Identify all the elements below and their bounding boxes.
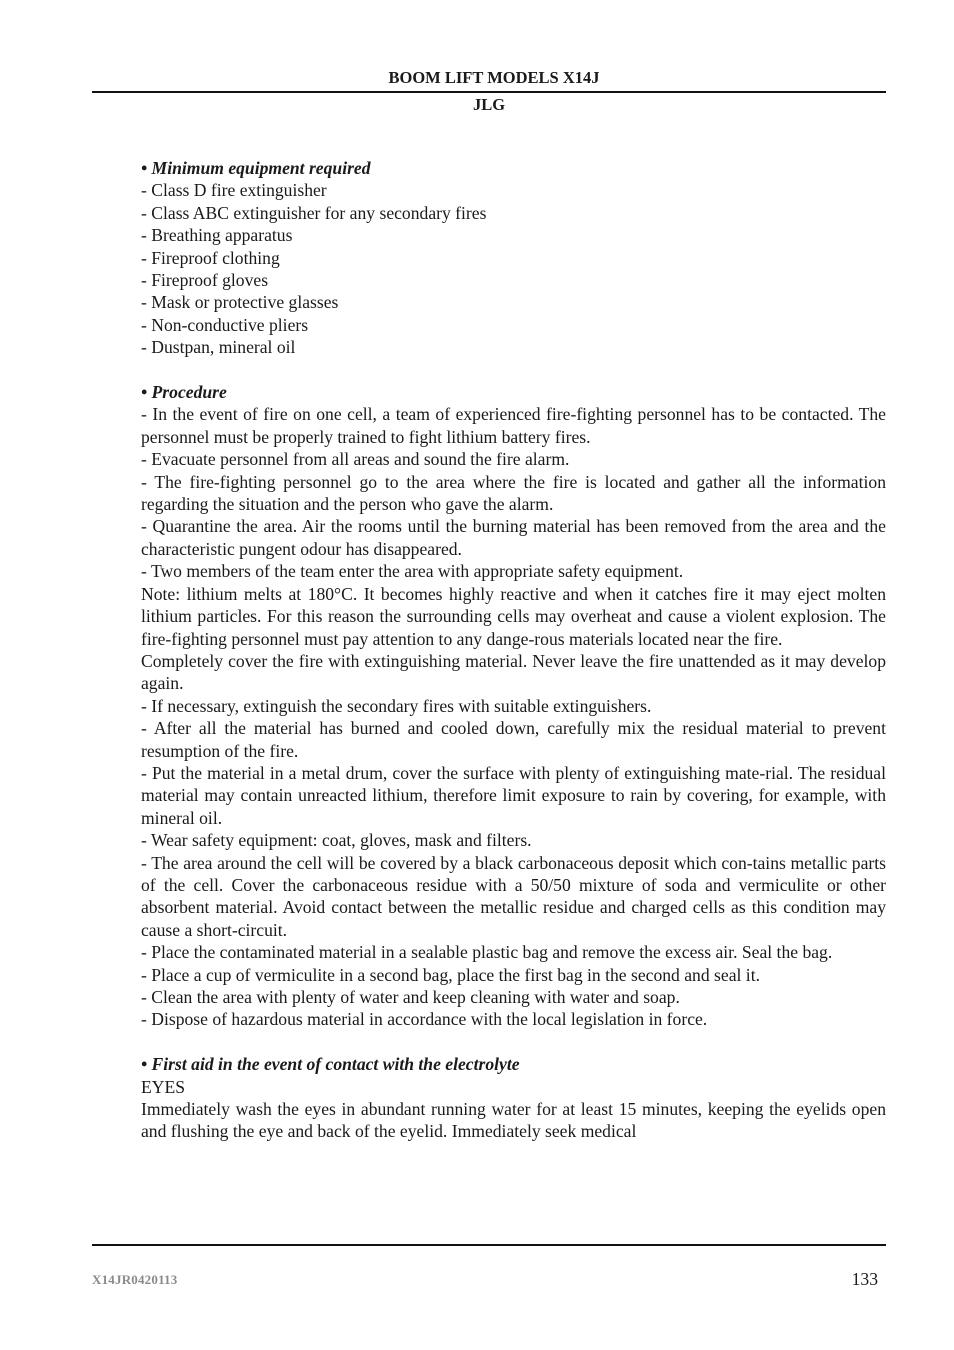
first-aid-paragraph: Immediately wash the eyes in abundant running water for at least 15 minutes, keeping the eyelids open and flushing the eye and back of the eyelid. Immediately seek medical bbox=[141, 1099, 886, 1142]
procedure-paragraph: - Put the material in a metal drum, cover the surface with plenty of extinguishing mate-rial. The residual material may contain unreacted lithium, therefore limit exposure to rain by covering, for example, with mineral oil. bbox=[141, 762, 886, 828]
procedure-note: Note: lithium melts at 180°C. It becomes highly reactive and when it catches fire it may eject molten lithium particles. For this reason the surrounding cells may overheat and cause a violent explosion. The fire-fighting personnel must pay attention to any dange-rous materials located near the fire. bbox=[141, 583, 886, 649]
procedure-paragraph: - If necessary, extinguish the secondary fires with suitable extinguishers. bbox=[141, 695, 652, 716]
equipment-item: - Dustpan, mineral oil bbox=[141, 337, 296, 358]
equipment-section-title: • Minimum equipment required bbox=[141, 158, 371, 178]
footer-doc-code: X14JR0420113 bbox=[92, 1272, 178, 1287]
procedure-paragraph: - Two members of the team enter the area with appropriate safety equipment. bbox=[141, 561, 684, 582]
procedure-paragraph: - After all the material has burned and cooled down, carefully mix the residual material to prevent resumption of the fire. bbox=[141, 718, 886, 761]
procedure-paragraph: - Quarantine the area. Air the rooms until the burning material has been removed from the area and the characteristic pungent odour has disappeared. bbox=[141, 516, 886, 559]
section-gap bbox=[141, 359, 886, 381]
procedure-paragraph: - In the event of fire on one cell, a team of experienced fire-fighting personnel has to be contacted. The personnel must be properly trained to fight lithium battery fires. bbox=[141, 404, 886, 447]
procedure-paragraph: Completely cover the fire with extinguishing material. Never leave the fire unattended as it may develop again. bbox=[141, 650, 886, 694]
procedure-section-title: • Procedure bbox=[141, 382, 227, 403]
procedure-paragraph: - The fire-fighting personnel go to the area where the fire is located and gather all the information regarding the situation and the person who gave the alarm. bbox=[141, 471, 886, 515]
page-body bbox=[141, 157, 886, 1143]
header-rule bbox=[92, 91, 886, 93]
header-brand: JLG bbox=[472, 95, 506, 114]
page-header bbox=[92, 66, 886, 115]
first-aid-subheading: EYES bbox=[141, 1076, 185, 1097]
first-aid-section-title: • First aid in the event of contact with the electrolyte bbox=[141, 1054, 520, 1075]
equipment-item: - Breathing apparatus bbox=[141, 225, 293, 246]
procedure-paragraph: - Evacuate personnel from all areas and sound the fire alarm. bbox=[141, 449, 570, 470]
equipment-item: - Non-conductive pliers bbox=[141, 314, 309, 335]
equipment-item: - Mask or protective glasses bbox=[141, 292, 339, 313]
equipment-item: - Class ABC extinguisher for any secondary fires bbox=[141, 202, 487, 223]
header-title: BOOM LIFT MODELS X14J bbox=[388, 68, 600, 87]
section-gap bbox=[141, 1031, 886, 1053]
procedure-paragraph: - Clean the area with plenty of water and keep cleaning with water and soap. bbox=[141, 987, 680, 1008]
equipment-item: - Class D fire extinguisher bbox=[141, 180, 327, 201]
procedure-paragraph: - Wear safety equipment: coat, gloves, mask and filters. bbox=[141, 830, 532, 851]
procedure-paragraph: - Place the contaminated material in a sealable plastic bag and remove the excess air. Seal the bag. bbox=[141, 942, 833, 963]
procedure-paragraph: - Place a cup of vermiculite in a second bag, place the first bag in the second and seal it. bbox=[141, 964, 760, 985]
equipment-item: - Fireproof gloves bbox=[141, 270, 269, 291]
procedure-paragraph: - The area around the cell will be covered by a black carbonaceous deposit which con-tains metallic parts of the cell. Cover the carbonaceous residue with a 50/50 mixture of soda and vermiculite or other absorbent material. Avoid contact between the metallic residue and charged cells as this condition may cause a short-circuit. bbox=[141, 852, 886, 940]
page-number: 133 bbox=[851, 1269, 878, 1289]
equipment-item: - Fireproof clothing bbox=[141, 247, 280, 268]
footer-rule bbox=[92, 1244, 886, 1246]
procedure-paragraph: - Dispose of hazardous material in accordance with the local legislation in force. bbox=[141, 1009, 708, 1030]
